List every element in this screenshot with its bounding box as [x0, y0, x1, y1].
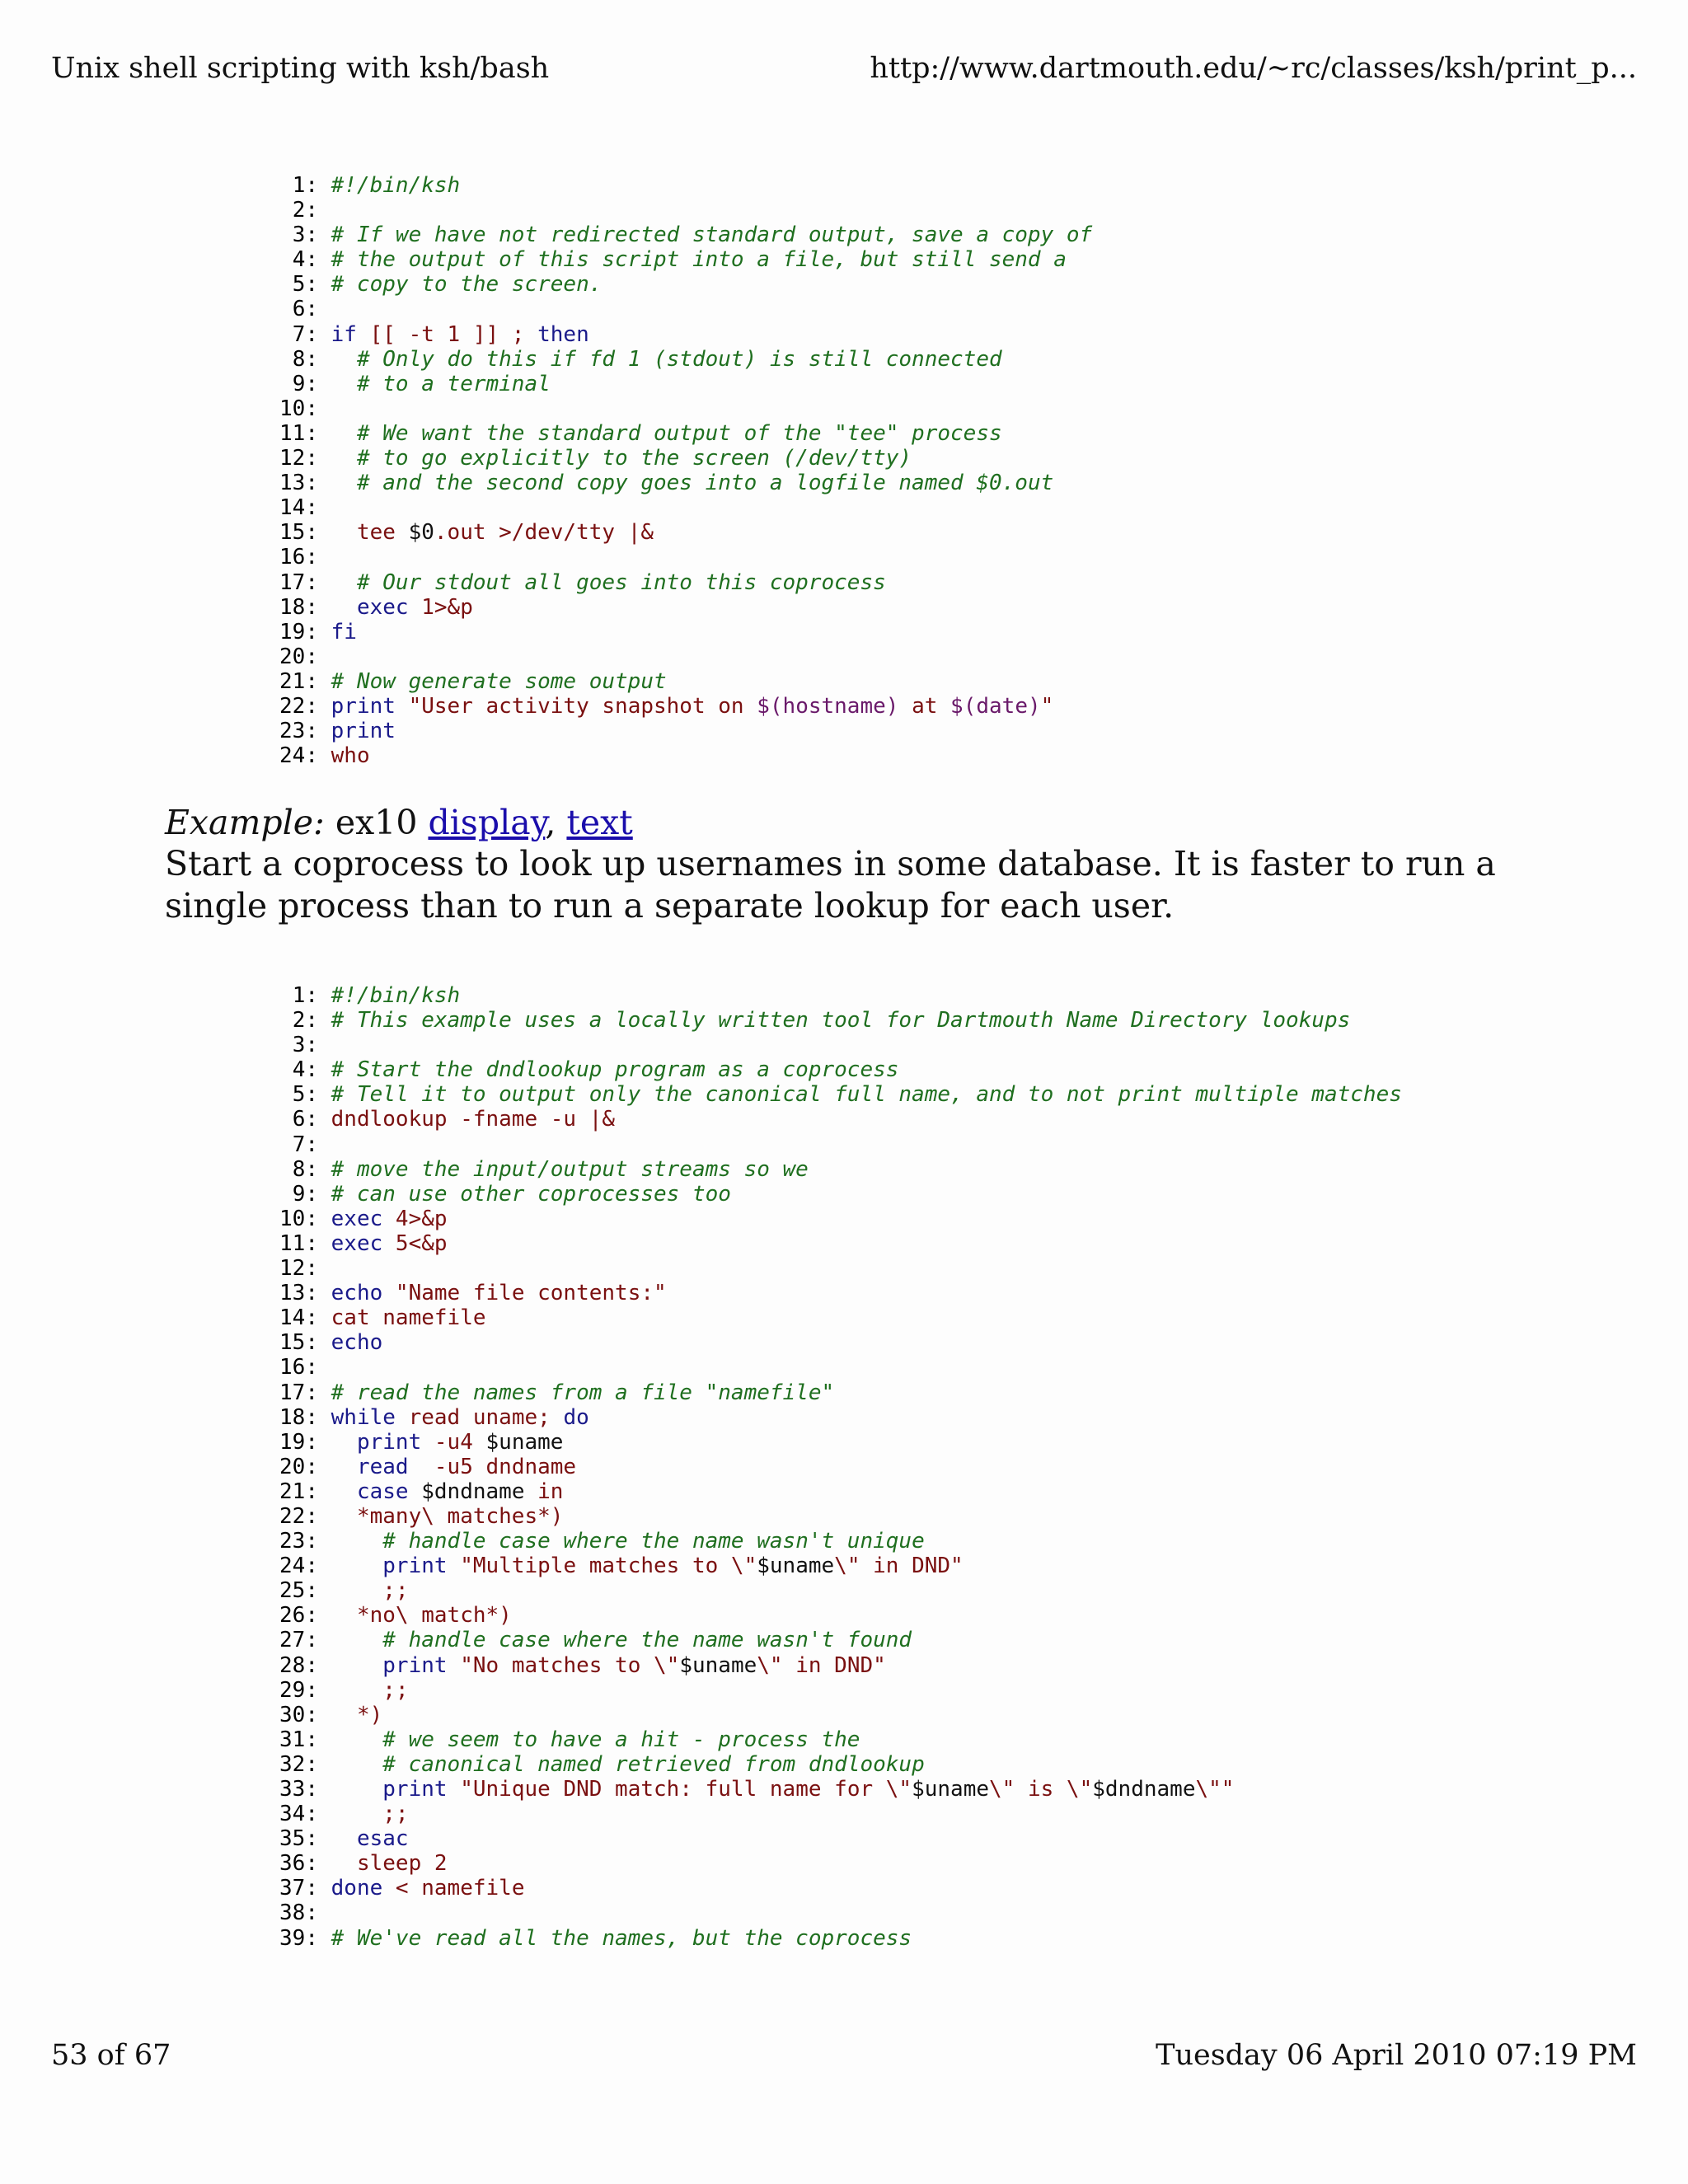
code-line — [272, 719, 1092, 743]
code-token: $(date) — [950, 693, 1041, 719]
code-token — [331, 1727, 383, 1752]
line-number: 3 : — [272, 223, 318, 247]
code-line — [272, 1057, 1402, 1082]
example-heading — [165, 802, 1566, 844]
code-token: #!/bin/ksh — [331, 983, 461, 1008]
line-number: 22 : — [272, 694, 318, 719]
code-token: # This example uses a locally written tool for Dartmouth Name Directory lookups — [331, 1008, 1351, 1033]
line-number: 1 : — [272, 983, 318, 1008]
code-token: esac — [356, 1826, 409, 1852]
line-number: 24 : — [272, 743, 318, 768]
line-number: 27 : — [272, 1628, 318, 1652]
print-timestamp: Tuesday 06 April 2010 07:19 PM — [1156, 2039, 1637, 2072]
code-line — [272, 545, 1092, 569]
code-line — [272, 1479, 1402, 1504]
code-token: " — [1040, 693, 1054, 719]
code-line — [272, 1182, 1402, 1207]
code-token: cat namefile — [331, 1305, 486, 1331]
code-token: *) — [331, 1702, 383, 1727]
code-token: who — [331, 743, 370, 769]
code-line — [272, 1207, 1402, 1231]
code-token: \" in DND" — [834, 1554, 964, 1579]
code-token: -u4 — [421, 1429, 486, 1455]
line-number: 36 : — [272, 1851, 318, 1876]
code-token: print — [356, 1429, 422, 1455]
code-line — [272, 1826, 1402, 1851]
code-line — [272, 1678, 1402, 1703]
code-token — [331, 1554, 383, 1578]
code-token: $uname — [485, 1429, 564, 1455]
code-line — [272, 372, 1092, 396]
code-line — [272, 198, 1092, 223]
code-token — [331, 1653, 383, 1678]
line-number: 2 : — [272, 1008, 318, 1033]
code-token — [331, 1479, 357, 1504]
code-token: if — [331, 321, 357, 347]
code-line — [272, 1355, 1402, 1380]
line-number: 9 : — [272, 1182, 318, 1207]
code-token: # We want the standard output of the "tee" process — [356, 420, 1002, 446]
code-token — [331, 421, 357, 446]
line-number: 38 : — [272, 1900, 318, 1925]
line-number: 35 : — [272, 1826, 318, 1851]
code-line — [272, 1157, 1402, 1182]
code-line — [272, 1926, 1402, 1951]
text-link[interactable]: text — [566, 803, 633, 842]
code-token: $uname — [912, 1777, 990, 1802]
line-number: 24 : — [272, 1554, 318, 1578]
line-number: 14 : — [272, 495, 318, 520]
code-listing-1 — [272, 173, 1092, 768]
code-line — [272, 743, 1092, 768]
line-number: 4 : — [272, 247, 318, 272]
code-token: # move the input/output streams so we — [331, 1156, 809, 1182]
code-line — [272, 247, 1092, 272]
code-line — [272, 1727, 1402, 1752]
line-number: 5 : — [272, 1082, 318, 1107]
code-token: sleep 2 — [331, 1851, 448, 1877]
code-token: exec — [356, 594, 409, 620]
code-token: # to a terminal — [356, 371, 551, 396]
code-token: < namefile — [382, 1876, 525, 1901]
code-token: \"" — [1195, 1777, 1235, 1802]
code-token: dndlookup -fname -u |& — [331, 1107, 616, 1132]
line-number: 22 : — [272, 1504, 318, 1529]
code-line — [272, 1876, 1402, 1900]
code-token: # to go explicitly to the screen (/dev/tty) — [356, 446, 912, 471]
code-token: # If we have not redirected standard output, save a copy of — [331, 223, 1093, 248]
line-number: 18 : — [272, 595, 318, 620]
code-line — [272, 669, 1092, 694]
code-line — [272, 1628, 1402, 1652]
line-number: 18 : — [272, 1405, 318, 1430]
code-token: -u5 dndname — [408, 1454, 577, 1479]
code-token: ;; — [331, 1802, 409, 1827]
line-number: 13 : — [272, 471, 318, 495]
code-token: "Unique DND match: full name for \" — [447, 1777, 912, 1802]
code-token: $uname — [757, 1554, 835, 1579]
code-token: $(hostname) — [757, 693, 899, 719]
code-line — [272, 1578, 1402, 1603]
line-number: 26 : — [272, 1603, 318, 1628]
code-token: while — [331, 1404, 396, 1430]
code-line — [272, 1430, 1402, 1455]
code-token: exec — [331, 1206, 383, 1231]
code-token: echo — [331, 1281, 383, 1306]
code-token: 1>&p — [408, 594, 473, 620]
code-line — [272, 1107, 1402, 1132]
code-token: print — [382, 1554, 448, 1579]
code-line — [272, 1554, 1402, 1578]
line-number: 17 : — [272, 1380, 318, 1405]
code-token: # handle case where the name wasn't unique — [382, 1529, 925, 1554]
code-token: ;; — [331, 1677, 409, 1703]
code-token: print — [382, 1652, 448, 1678]
code-token: done — [331, 1876, 383, 1901]
code-token — [331, 372, 357, 396]
line-number: 3 : — [272, 1033, 318, 1057]
code-token: do — [563, 1404, 589, 1430]
code-token: *many\ matches*) — [331, 1503, 564, 1529]
line-number: 20 : — [272, 1455, 318, 1479]
line-number: 17 : — [272, 570, 318, 595]
line-number: 19 : — [272, 1430, 318, 1455]
code-line — [272, 495, 1092, 520]
line-number: 33 : — [272, 1777, 318, 1802]
line-number: 4 : — [272, 1057, 318, 1082]
line-number: 25 : — [272, 1578, 318, 1603]
line-number: 23 : — [272, 719, 318, 743]
code-token: $dndname — [408, 1479, 538, 1504]
code-line — [272, 1455, 1402, 1479]
line-number: 6 : — [272, 1107, 318, 1132]
code-line — [272, 595, 1092, 620]
page-header-title: Unix shell scripting with ksh/bash — [51, 52, 550, 85]
line-number: 5 : — [272, 272, 318, 297]
line-number: 11 : — [272, 1231, 318, 1256]
line-number: 19 : — [272, 620, 318, 644]
code-token — [331, 471, 357, 495]
page-header-url: http://www.dartmouth.edu/~rc/classes/ksh/print_p... — [870, 52, 1637, 85]
code-token: print — [382, 1777, 448, 1802]
code-line — [272, 421, 1092, 446]
code-token — [331, 1529, 383, 1554]
code-line — [272, 1256, 1402, 1281]
code-token: case — [356, 1479, 409, 1504]
code-token: then — [537, 321, 589, 347]
line-number: 10 : — [272, 1207, 318, 1231]
code-line — [272, 396, 1092, 421]
code-line — [272, 297, 1092, 321]
code-token: # read the names from a file "namefile" — [331, 1380, 835, 1405]
line-number: 30 : — [272, 1703, 318, 1727]
code-token: [[ -t 1 ]] ; — [356, 321, 538, 347]
code-token: tee — [331, 520, 409, 546]
code-token: # Now generate some output — [331, 668, 667, 694]
line-number: 12 : — [272, 446, 318, 471]
line-number: 32 : — [272, 1752, 318, 1777]
code-token: "Multiple matches to \" — [447, 1554, 757, 1579]
example-name: ex10 — [324, 803, 429, 842]
code-token — [331, 1752, 383, 1777]
line-number: 11 : — [272, 421, 318, 446]
code-line — [272, 1777, 1402, 1802]
code-token: at — [898, 693, 951, 719]
line-number: 23 : — [272, 1529, 318, 1554]
code-token: # the output of this script into a file, but still send a — [331, 247, 1067, 273]
code-token: # handle case where the name wasn't found — [382, 1628, 912, 1653]
code-token: #!/bin/ksh — [331, 173, 461, 198]
code-line — [272, 983, 1402, 1008]
line-number: 28 : — [272, 1653, 318, 1678]
code-line — [272, 173, 1092, 198]
code-token: "User activity snapshot on — [395, 693, 757, 719]
code-line — [272, 1504, 1402, 1529]
line-number: 15 : — [272, 1330, 318, 1355]
line-number: 7 : — [272, 1132, 318, 1157]
line-number: 2 : — [272, 198, 318, 223]
code-line — [272, 471, 1092, 495]
line-number: 37 : — [272, 1876, 318, 1900]
display-link[interactable]: display — [428, 803, 546, 842]
code-token: print — [331, 719, 396, 744]
code-token: $uname — [679, 1652, 757, 1678]
code-token: \" is \" — [989, 1777, 1093, 1802]
code-token — [331, 1430, 357, 1455]
code-line — [272, 644, 1092, 669]
line-number: 7 : — [272, 322, 318, 347]
code-token: # Start the dndlookup program as a coprocess — [331, 1057, 899, 1083]
code-token: # Our stdout all goes into this coprocess — [356, 569, 886, 595]
code-line — [272, 347, 1092, 372]
code-line — [272, 1281, 1402, 1305]
code-token: # canonical named retrieved from dndlookup — [382, 1751, 925, 1777]
code-line — [272, 1033, 1402, 1057]
code-line — [272, 1653, 1402, 1678]
code-line — [272, 1529, 1402, 1554]
code-line — [272, 1802, 1402, 1826]
code-token: # we seem to have a hit - process the — [382, 1727, 860, 1752]
code-token — [331, 570, 357, 595]
code-token: # Only do this if fd 1 (stdout) is still connected — [356, 346, 1002, 372]
line-number: 14 : — [272, 1305, 318, 1330]
line-number: 8 : — [272, 1157, 318, 1182]
code-line — [272, 1851, 1402, 1876]
code-line — [272, 570, 1092, 595]
code-token: $0 — [408, 520, 434, 546]
link-separator: , — [545, 803, 567, 842]
code-token: "Name file contents:" — [382, 1281, 667, 1306]
line-number: 20 : — [272, 644, 318, 669]
code-token — [331, 1455, 357, 1479]
code-line — [272, 1082, 1402, 1107]
code-token — [331, 595, 357, 620]
line-number: 21 : — [272, 1479, 318, 1504]
page-counter: 53 of 67 — [51, 2039, 171, 2072]
code-token: 4>&p — [382, 1206, 448, 1231]
code-line — [272, 620, 1092, 644]
code-token: "No matches to \" — [447, 1652, 680, 1678]
line-number: 8 : — [272, 347, 318, 372]
code-token: \" in DND" — [757, 1652, 886, 1678]
code-line — [272, 694, 1092, 719]
code-line — [272, 1900, 1402, 1925]
code-token: $dndname — [1092, 1777, 1196, 1802]
code-token: print — [331, 693, 396, 719]
code-token — [331, 347, 357, 372]
example-label: Example: — [165, 803, 325, 842]
line-number: 16 : — [272, 545, 318, 569]
code-token: # Tell it to output only the canonical full name, and to not print multiple matches — [331, 1082, 1402, 1108]
code-line — [272, 1132, 1402, 1157]
line-number: 6 : — [272, 297, 318, 321]
code-line — [272, 223, 1092, 247]
code-token: 5<&p — [382, 1230, 448, 1256]
code-token: echo — [331, 1330, 383, 1356]
code-line — [272, 1405, 1402, 1430]
line-number: 34 : — [272, 1802, 318, 1826]
code-listing-2 — [272, 983, 1402, 1951]
line-number: 9 : — [272, 372, 318, 396]
code-line — [272, 520, 1092, 545]
code-line — [272, 272, 1092, 297]
code-token: # and the second copy goes into a logfile named $0.out — [356, 471, 1054, 496]
code-line — [272, 322, 1092, 347]
code-token — [331, 446, 357, 471]
code-token: .out >/dev/tty |& — [434, 520, 654, 546]
code-line — [272, 1231, 1402, 1256]
line-number: 31 : — [272, 1727, 318, 1752]
code-token: *no\ match*) — [331, 1603, 512, 1629]
code-token: # copy to the screen. — [331, 272, 603, 298]
line-number: 21 : — [272, 669, 318, 694]
code-line — [272, 1330, 1402, 1355]
code-line — [272, 1752, 1402, 1777]
code-token — [331, 1628, 383, 1652]
code-token: ;; — [331, 1578, 409, 1604]
line-number: 12 : — [272, 1256, 318, 1281]
code-token: # can use other coprocesses too — [331, 1181, 731, 1207]
code-token: read uname; — [395, 1404, 564, 1430]
code-token: # We've read all the names, but the coprocess — [331, 1925, 912, 1951]
code-token — [331, 1777, 383, 1802]
line-number: 10 : — [272, 396, 318, 421]
example-description: Start a coprocess to look up usernames in some database. It is faster to run a single process than to run a separate lookup for each user. — [165, 844, 1496, 926]
line-number: 39 : — [272, 1926, 318, 1951]
line-number: 13 : — [272, 1281, 318, 1305]
code-token: fi — [331, 619, 357, 644]
code-line — [272, 1305, 1402, 1330]
code-line — [272, 1603, 1402, 1628]
line-number: 16 : — [272, 1355, 318, 1380]
code-token: in — [537, 1479, 564, 1504]
line-number: 29 : — [272, 1678, 318, 1703]
code-token: read — [356, 1454, 409, 1479]
code-token: exec — [331, 1230, 383, 1256]
line-number: 1 : — [272, 173, 318, 198]
code-line — [272, 1703, 1402, 1727]
line-number: 15 : — [272, 520, 318, 545]
code-line — [272, 1008, 1402, 1033]
code-line — [272, 1380, 1402, 1405]
code-line — [272, 446, 1092, 471]
code-token — [331, 1826, 357, 1851]
